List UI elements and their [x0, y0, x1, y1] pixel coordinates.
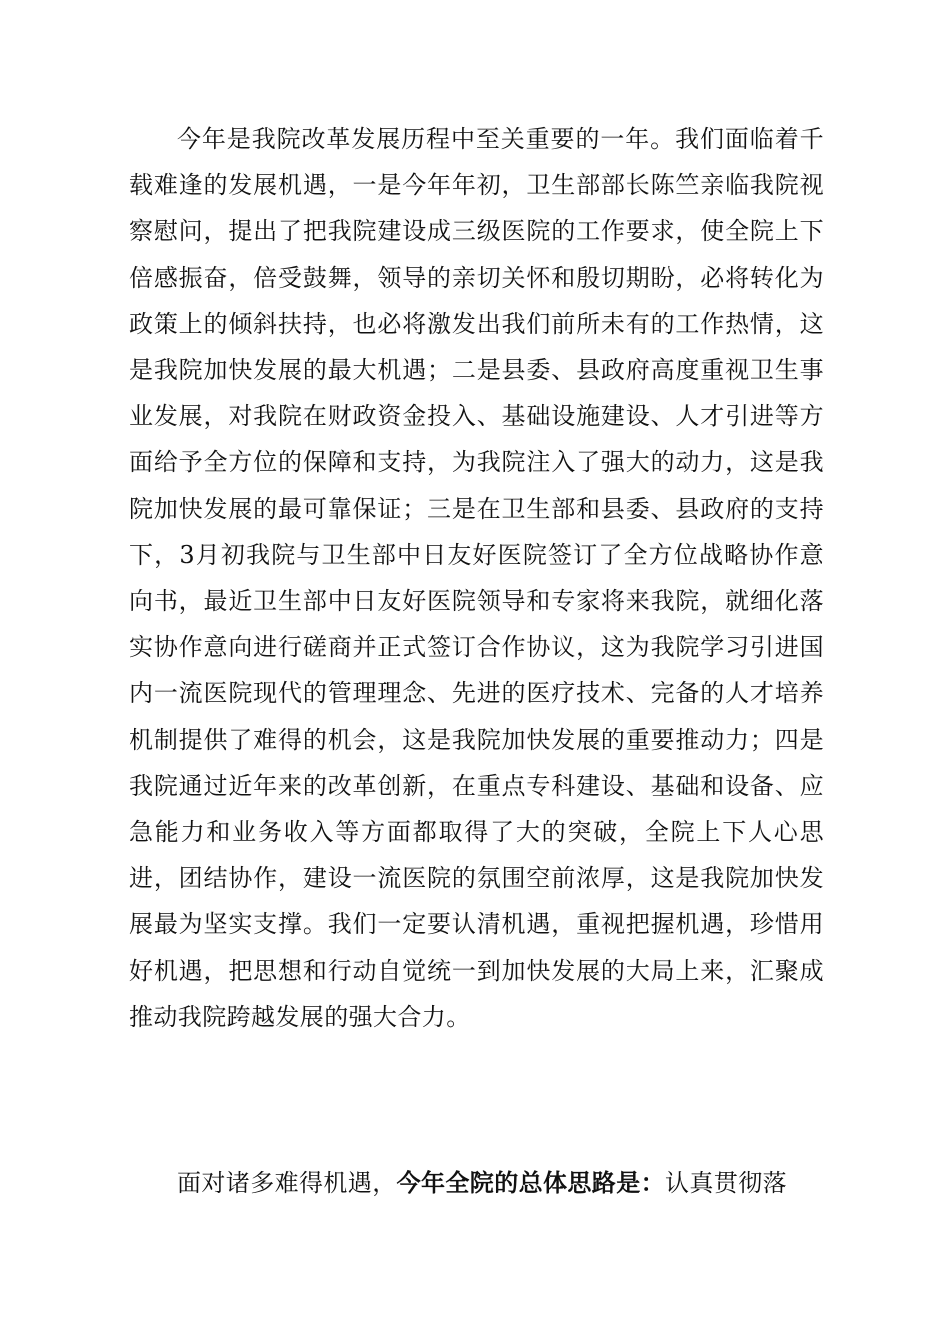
paragraph-opportunities: 今年是我院改革发展历程中至关重要的一年。我们面临着千载难逢的发展机遇，一是今年年初，卫生部部长陈竺亲临我院视察慰问，提出了把我院建设成三级医院的工作要求，使全院上下倍感振奋，倍受鼓舞，领导的亲切关怀和殷切期盼，必将转化为政策上的倾斜扶持，也必将激发出我们前所未有的工作热情，这是我院加快发展的最大机遇；二是县委、县政府高度重视卫生事业发展，对我院在财政资金投入、基础设施建设、人才引进等方面给予全方位的保障和支持，为我院注入了强大的动力，这是我院加快发展的最可靠保证；三是在卫生部和县委、县政府的支持下，3月初我院与卫生部中日友好医院签订了全方位战略协作意向书，最近卫生部中日友好医院领导和专家将来我院，就细化落实协作意向进行磋商并正式签订合作协议，这为我院学习引进国内一流医院现代的管理理念、先进的医疗技术、完备的人才培养机制提供了难得的机会，这是我院加快发展的重要推动力；四是我院通过近年来的改革创新，在重点专科建设、基础和设备、应急能力和业务收入等方面都取得了大的突破，全院上下人心思进，团结协作，建设一流医院的氛围空前浓厚，这是我院加快发展最为坚实支撑。我们一定要认清机遇，重视把握机遇，珍惜用好机遇，把思想和行动自觉统一到加快发展的大局上来，汇聚成推动我院跨越发展的强大合力。: [129, 125, 824, 1031]
paragraph-lead-text: 面对诸多难得机遇，: [177, 1169, 397, 1197]
paragraph-overall-approach: [129, 1160, 824, 1206]
paragraph-continuation-text: 认真贯彻落: [665, 1169, 788, 1197]
paragraph-bold-heading: 今年全院的总体思路是：: [396, 1168, 666, 1197]
